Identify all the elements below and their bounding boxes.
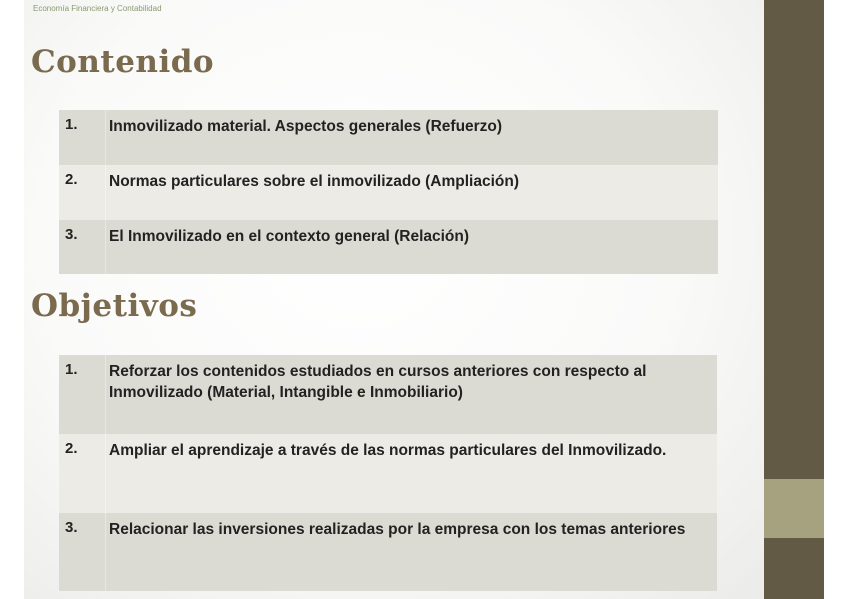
item-text: Normas particulares sobre el inmovilizado (Ampliación) bbox=[109, 173, 519, 190]
column-divider bbox=[105, 165, 106, 220]
table-row bbox=[59, 110, 718, 165]
item-number: 1. bbox=[65, 116, 78, 133]
column-divider bbox=[105, 513, 106, 591]
page-margin bbox=[824, 0, 848, 599]
objetivos-title: Objetivos bbox=[31, 288, 198, 324]
column-divider bbox=[105, 434, 106, 513]
item-text: Inmovilizado material. Aspectos generales (Refuerzo) bbox=[109, 118, 503, 135]
sidebar-accent-block bbox=[764, 479, 824, 538]
objetivos-table bbox=[59, 355, 717, 591]
item-number: 2. bbox=[65, 171, 78, 188]
table-row bbox=[59, 434, 717, 513]
table-row bbox=[59, 165, 718, 220]
item-number: 3. bbox=[65, 519, 78, 536]
item-number: 2. bbox=[65, 440, 78, 457]
table-row bbox=[59, 220, 718, 274]
column-divider bbox=[105, 220, 106, 274]
contenido-title: Contenido bbox=[31, 44, 215, 80]
item-number: 3. bbox=[65, 226, 78, 243]
item-text: Ampliar el aprendizaje a través de las normas particulares del Inmovilizado. bbox=[109, 442, 667, 459]
slide-header: Economía Financiera y Contabilidad bbox=[33, 4, 162, 13]
table-row bbox=[59, 513, 717, 591]
item-text: Relacionar las inversiones realizadas por la empresa con los temas anteriores bbox=[109, 521, 686, 538]
column-divider bbox=[105, 110, 106, 165]
item-number: 1. bbox=[65, 361, 78, 378]
table-row bbox=[59, 355, 717, 434]
item-text: Reforzar los contenidos estudiados en cursos anteriores con respecto al Inmovilizado (Material, Intangible e Inmobiliario) bbox=[109, 363, 647, 401]
item-text: El Inmovilizado en el contexto general (Relación) bbox=[109, 228, 470, 245]
contenido-table bbox=[59, 110, 718, 274]
column-divider bbox=[105, 355, 106, 434]
